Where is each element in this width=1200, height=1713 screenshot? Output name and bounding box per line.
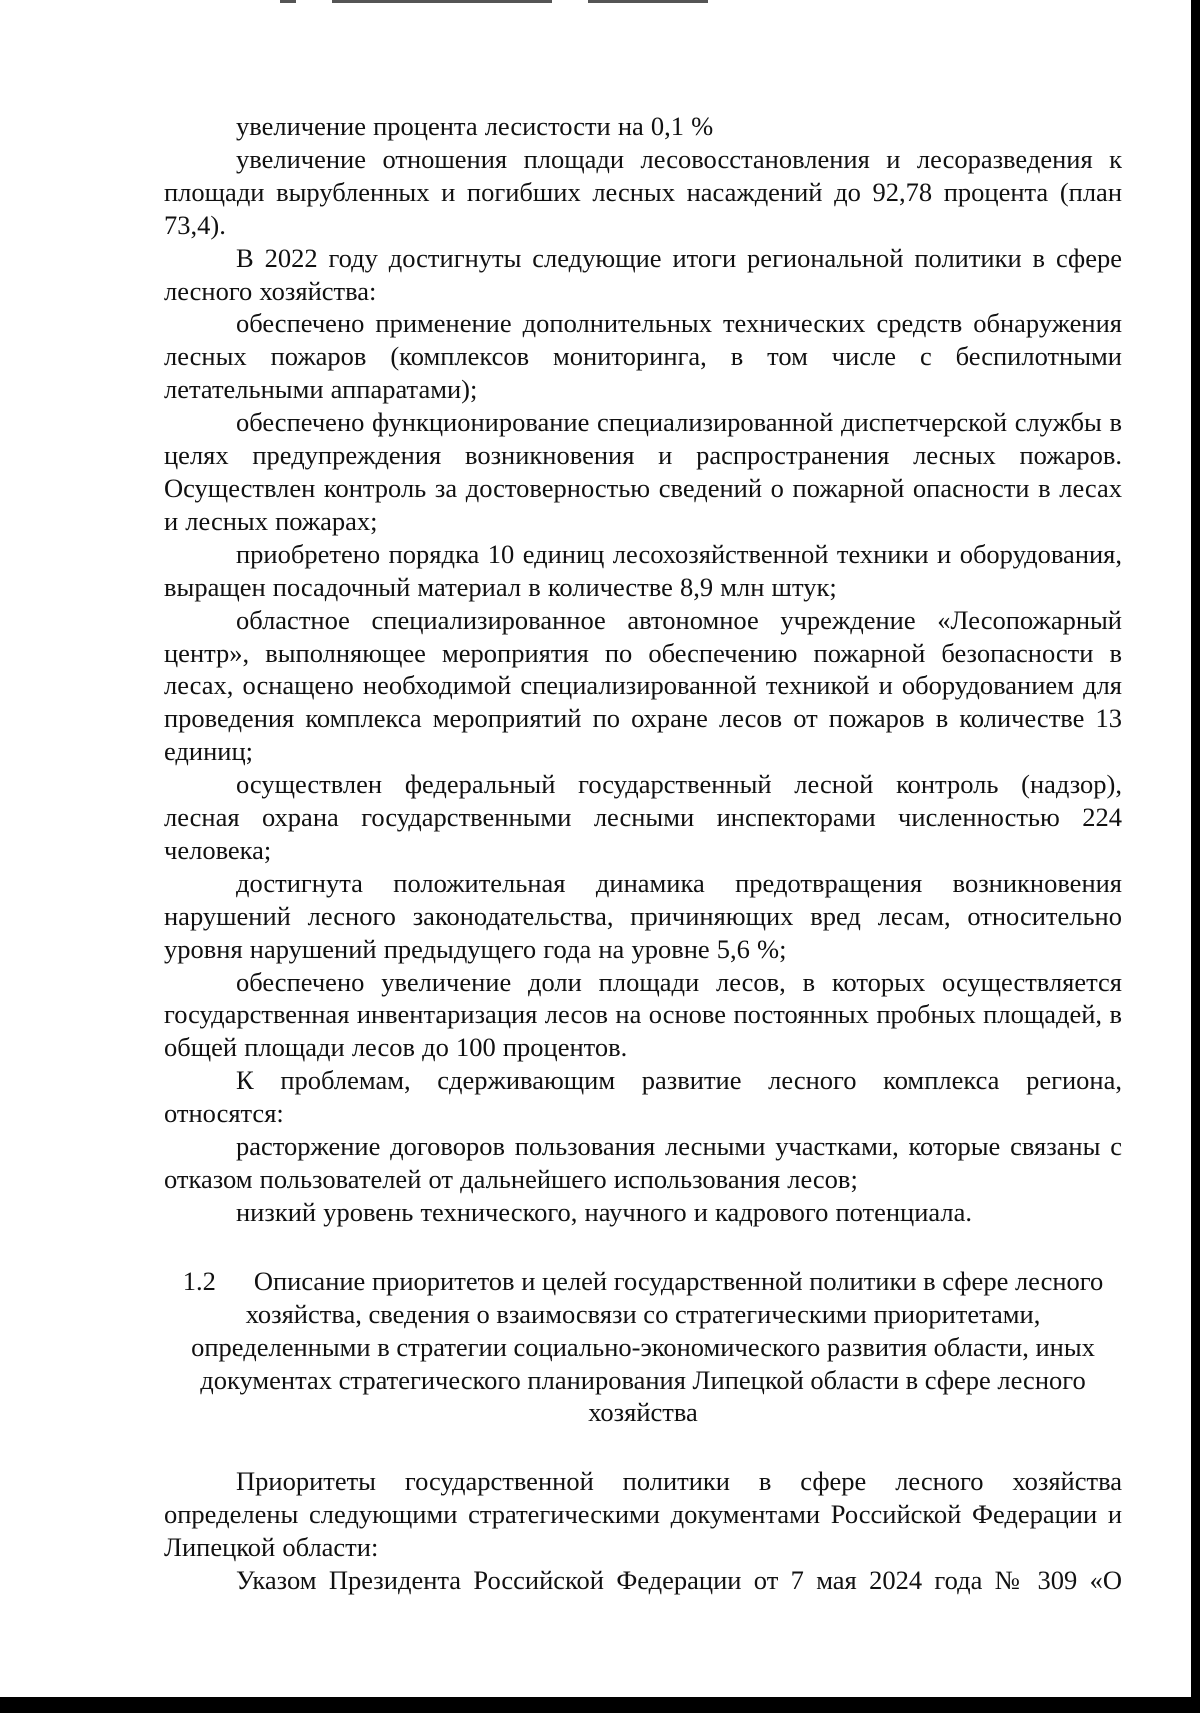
paragraph: Приоритеты государственной политики в сфере лесного хозяйства определены следующими стратегическими документами Российской Федерации и Липецкой области: [164, 1466, 1122, 1563]
paragraph: обеспечено увеличение доли площади лесов, в которых осуществляется государственная инвентаризация лесов на основе постоянных пробных площадей, в общей площади лесов до 100 процентов. [164, 966, 1122, 1063]
paragraph: областное специализированное автономное учреждение «Лесопожарный центр», выполняющее мероприятия по обеспечению пожарной безопасности в лесах, оснащено необходимой специализированной техникой и оборудованием для проведения комплекса мероприятий по охране лесов от пожаров в количестве 13 единиц; [164, 604, 1122, 767]
document-page [164, 110, 1122, 1597]
scan-edge-bottom [0, 1697, 1200, 1713]
paragraph: К проблемам, сдерживающим развитие лесного комплекса региона, относятся: [164, 1065, 1122, 1129]
paragraph: увеличение процента лесистости на 0,1 % [236, 111, 714, 141]
section-title: Описание приоритетов и целей государственной политики в сфере лесного хозяйства, сведения о взаимосвязи со стратегическими приоритетами, определенными в стратегии социально-экономического развития области, иных документах стратегического планирования Липецкой области в сфере лесного хозяйства [191, 1265, 1104, 1428]
scan-edge-right [1191, 0, 1200, 1713]
paragraph: В 2022 году достигнуты следующие итоги региональной политики в сфере лесного хозяйства: [164, 242, 1122, 306]
paragraph: низкий уровень технического, научного и кадрового потенциала. [236, 1196, 973, 1227]
paragraph: достигнута положительная динамика предотвращения возникновения нарушений лесного законодательства, причиняющих вред лесам, относительно уровня нарушений предыдущего года на уровне 5,6 %; [164, 867, 1122, 964]
paragraph: приобретено порядка 10 единиц лесохозяйственной техники и оборудования, выращен посадочный материал в количестве 8,9 млн штук; [164, 538, 1122, 602]
paragraph: расторжение договоров пользования лесными участками, которые связаны с отказом пользователей от дальнейшего использования лесов; [164, 1131, 1122, 1194]
paragraph: обеспечено функционирование специализированной диспетчерской службы в целях предупреждения возникновения и распространения лесных пожаров. Осуществлен контроль за достоверностью сведений о пожарной опасности в лесах и лесных пожарах; [164, 407, 1122, 536]
paragraph: осуществлен федеральный государственный лесной контроль (надзор), лесная охрана государственными лесными инспекторами численностью 224 человека; [164, 769, 1122, 865]
paragraph: обеспечено применение дополнительных технических средств обнаружения лесных пожаров (комплексов мониторинга, в том числе с беспилотными летательными аппаратами); [164, 308, 1122, 405]
paragraph: Указом Президента Российской Федерации от 7 мая 2024 года № 309 «О [236, 1565, 1122, 1596]
section-heading [164, 1265, 1122, 1430]
scan-top-artifact [280, 0, 708, 3]
paragraph: увеличение отношения площади лесовосстановления и лесоразведения к площади вырубленных и погибших лесных насаждений до 92,78 процента (план 73,4). [164, 143, 1122, 240]
spacer [164, 1429, 1122, 1465]
section-number: 1.2 [182, 1265, 216, 1296]
